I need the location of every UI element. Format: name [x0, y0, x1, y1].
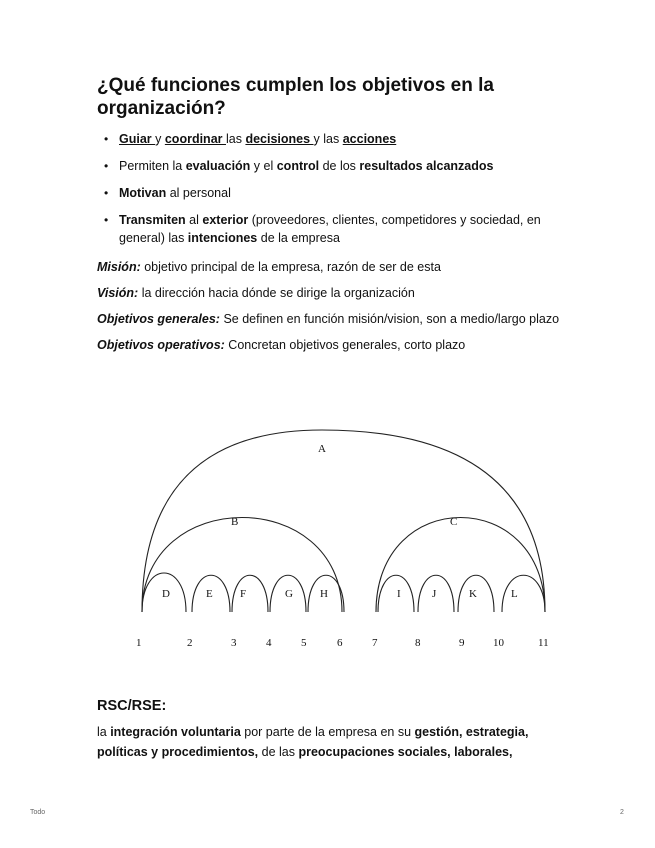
arc-label-i: I [397, 588, 401, 600]
bullet-text: exterior [202, 213, 249, 227]
arc-label-l: L [511, 588, 518, 600]
arc-label-c: C [450, 516, 458, 528]
bullet-text: las [225, 132, 246, 146]
arc-label-e: E [206, 588, 213, 600]
bullet-text: Permiten la [119, 159, 186, 173]
axis-number: 3 [231, 637, 237, 649]
arc-i [378, 575, 414, 612]
rsc-text: por parte de la empresa en su [240, 725, 415, 739]
page-number: 2 [620, 809, 624, 816]
definition-objetivos-generales [97, 310, 597, 328]
axis-number: 7 [372, 637, 378, 649]
rsc-heading: RSC/RSE: [97, 698, 167, 714]
axis-number: 4 [266, 637, 272, 649]
axis-number: 9 [459, 637, 465, 649]
definition-mision [97, 258, 597, 276]
bullet-text: coordinar [164, 132, 226, 146]
axis-number: 6 [337, 637, 343, 649]
definition-text: la dirección hacia dónde se dirige la organización [138, 286, 415, 300]
list-item [97, 211, 577, 247]
bullet-text: acciones [342, 132, 397, 146]
definition-text: Se definen en función misión/vision, son a medio/largo plazo [219, 312, 560, 326]
axis-number: 5 [301, 637, 307, 649]
bullet-text: y el [250, 159, 277, 173]
definition-term: Objetivos operativos: [97, 338, 225, 352]
rsc-text: de las [258, 745, 299, 759]
definition-vision [97, 284, 597, 302]
bullet-text: control [276, 159, 320, 173]
definition-term: Misión: [97, 260, 141, 274]
definition-objetivos-operativos [97, 336, 597, 354]
bullet-list [97, 130, 577, 256]
rsc-text: la [97, 725, 111, 739]
list-item [97, 184, 577, 202]
arc-label-g: G [285, 588, 293, 600]
arc-f [232, 575, 268, 612]
arc-diagram [120, 420, 560, 660]
bullet-text: de los [319, 159, 360, 173]
list-item [97, 157, 577, 175]
arc-label-b: B [231, 516, 239, 528]
bullet-text: evaluación [185, 159, 251, 173]
axis-number: 11 [538, 637, 549, 649]
arc-label-h: H [320, 588, 328, 600]
axis-number: 1 [136, 637, 142, 649]
definition-text: objetivo principal de la empresa, razón de ser de esta [140, 260, 441, 274]
axis-number: 10 [493, 637, 504, 649]
arc-label-f: F [240, 588, 247, 600]
page-title: ¿Qué funciones cumplen los objetivos en la organización? [97, 75, 494, 119]
definition-term: Objetivos generales: [97, 312, 220, 326]
arc-l [502, 575, 545, 612]
bullet-text: intenciones [187, 231, 258, 245]
arc-label-j: J [432, 588, 437, 600]
definitions [97, 258, 597, 362]
bullet-text: al personal [166, 186, 231, 200]
axis-number: 2 [187, 637, 193, 649]
arc-c [376, 518, 545, 613]
bullet-text: Transmiten [119, 213, 186, 227]
rsc-paragraph [97, 722, 567, 762]
bullet-text: (proveedores, clientes, competidores y sociedad, en general) las [119, 213, 541, 245]
bullet-text: y [155, 132, 165, 146]
bullet-text: al [185, 213, 203, 227]
definition-text: Concretan objetivos generales, corto plazo [224, 338, 466, 352]
arc-label-d: D [162, 588, 170, 600]
arc-label-k: K [469, 588, 477, 600]
arc-label-a: A [318, 443, 326, 455]
rsc-text: preocupaciones sociales, laborales, [298, 745, 513, 759]
bullet-text: resultados alcanzados [359, 159, 494, 173]
bullet-text: y las [313, 132, 343, 146]
rsc-text: gestión, estrategia, políticas y procedimientos, [97, 725, 529, 759]
bullet-text: Motivan [119, 186, 167, 200]
bullet-text: de la empresa [257, 231, 340, 245]
footer-label: Todo [30, 809, 46, 816]
bullet-text: decisiones [245, 132, 314, 146]
rsc-text: integración voluntaria [110, 725, 241, 739]
list-item [97, 130, 577, 148]
axis-number: 8 [415, 637, 421, 649]
definition-term: Visión: [97, 286, 139, 300]
bullet-text: Guiar [119, 132, 156, 146]
